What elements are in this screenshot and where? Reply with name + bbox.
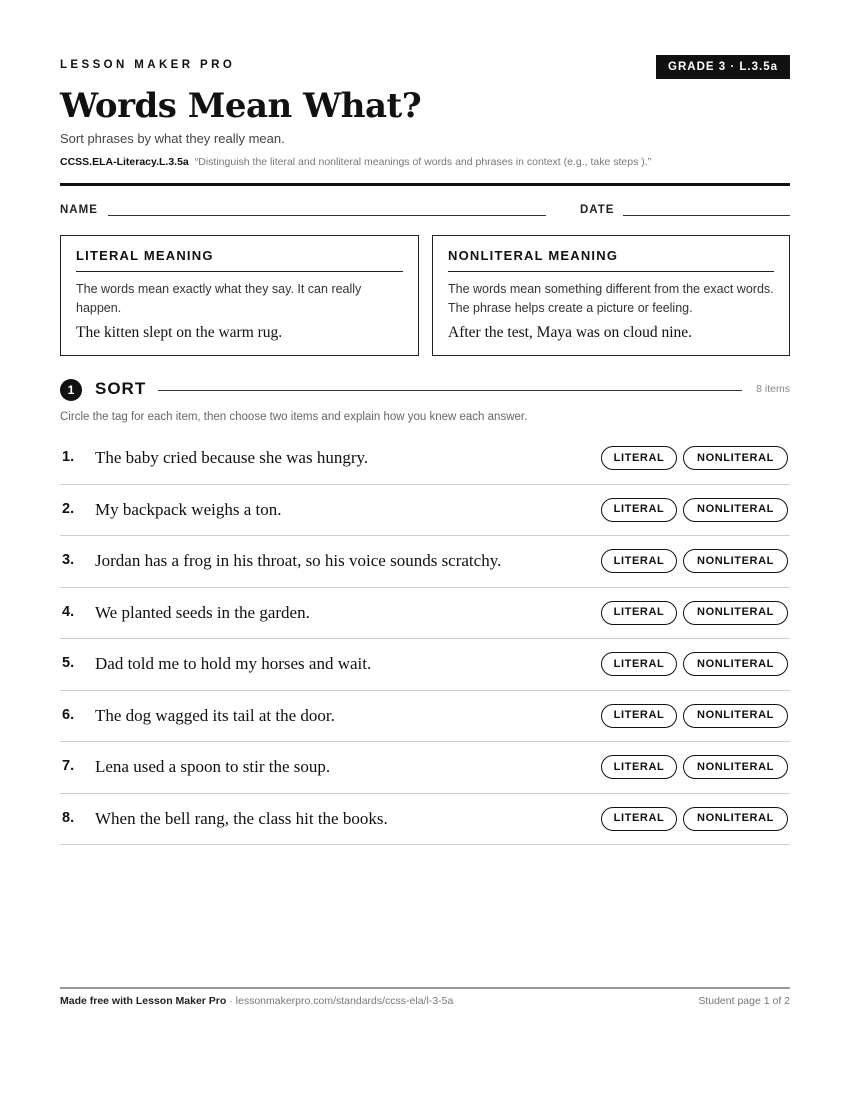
name-field[interactable] [108,215,546,216]
literal-tag[interactable]: LITERAL [601,807,677,831]
footer-made-with: Made free with Lesson Maker Pro [60,995,227,1007]
top-bar [60,55,790,79]
footer-divider [60,987,790,989]
item-number: 3. [62,552,75,568]
item-text: Dad told me to hold my horses and wait. [95,654,372,673]
item-number: 1. [62,449,75,465]
list-item [60,588,790,640]
list-item [60,433,790,485]
grade-badge: GRADE 3 · L.3.5a [656,55,790,79]
item-text: We planted seeds in the garden. [95,602,310,622]
item-text: When the bell rang, the class hit the books. [95,808,388,828]
list-item [60,691,790,743]
item-count: 8 items [756,383,790,395]
item-number: 5. [62,655,75,671]
list-item [60,742,790,794]
literal-tag[interactable]: LITERAL [601,601,677,625]
literal-tag[interactable]: LITERAL [601,498,677,522]
literal-tag[interactable]: LITERAL [601,704,677,728]
name-label: NAME [60,204,98,216]
item-number: 4. [62,603,75,620]
list-item [60,485,790,537]
sort-section-header [60,378,790,402]
item-text: The baby cried because she was hungry. [95,448,369,467]
nonliteral-tag[interactable]: NONLITERAL [683,498,788,522]
standard-text: “Distinguish the literal and nonliteral meanings of words and phrases in context (e.g., take steps ).” [194,156,652,168]
literal-example: The kitten slept on the warm rug. [76,324,283,341]
nonliteral-tag[interactable]: NONLITERAL [683,704,788,728]
nonliteral-tag[interactable]: NONLITERAL [683,755,788,779]
header-divider [60,183,790,186]
nonliteral-heading: NONLITERAL MEANING [448,248,774,272]
nonliteral-definition-box [432,235,790,356]
item-number: 8. [62,809,75,826]
nonliteral-tag[interactable]: NONLITERAL [683,652,788,676]
standard-code: CCSS.ELA-Literacy.L.3.5a [60,156,189,168]
literal-tag[interactable]: LITERAL [601,652,677,676]
name-date-row [60,204,790,220]
footer-url: · lessonmakerpro.com/standards/ccss-ela/l-3-5a [226,995,454,1007]
list-item [60,639,790,691]
page-subtitle: Sort phrases by what they really mean. [60,131,285,146]
section-rule [158,390,742,391]
section-title: SORT [95,379,147,398]
item-text: Lena used a spoon to stir the soup. [95,757,331,776]
literal-definition: The words mean exactly what they say. It can really happen. [76,282,362,315]
literal-tag[interactable]: LITERAL [601,549,677,573]
brand-name: LESSON MAKER PRO [60,59,236,71]
item-number: 6. [62,706,75,723]
worksheet-page [60,0,790,1100]
section-instructions: Circle the tag for each item, then choose two items and explain how you knew each answer. [60,411,528,423]
literal-definition-box [60,235,419,356]
date-label: DATE [580,204,615,216]
footer-credit [60,995,453,1007]
item-text: Jordan has a frog in his throat, so his voice sounds scratchy. [95,551,502,570]
nonliteral-tag[interactable]: NONLITERAL [683,807,788,831]
item-text: The dog wagged its tail at the door. [95,705,335,725]
literal-tag[interactable]: LITERAL [601,755,677,779]
footer-page-number: Student page 1 of 2 [698,995,790,1007]
nonliteral-tag[interactable]: NONLITERAL [683,446,788,470]
date-field[interactable] [623,215,790,216]
item-number: 2. [62,500,75,517]
nonliteral-tag[interactable]: NONLITERAL [683,549,788,573]
page-title: Words Mean What? [60,86,422,126]
nonliteral-example: After the test, Maya was on cloud nine. [448,324,693,341]
sort-items-list [60,433,790,845]
item-number: 7. [62,758,75,774]
literal-heading: LITERAL MEANING [76,248,403,272]
section-number-badge: 1 [60,379,82,401]
list-item [60,794,790,846]
item-text: My backpack weighs a ton. [95,499,282,519]
literal-tag[interactable]: LITERAL [601,446,677,470]
nonliteral-definition: The words mean something different from the exact words. The phrase helps create a picture or feeling. [448,282,774,315]
standard-line [60,156,651,168]
list-item [60,536,790,588]
nonliteral-tag[interactable]: NONLITERAL [683,601,788,625]
